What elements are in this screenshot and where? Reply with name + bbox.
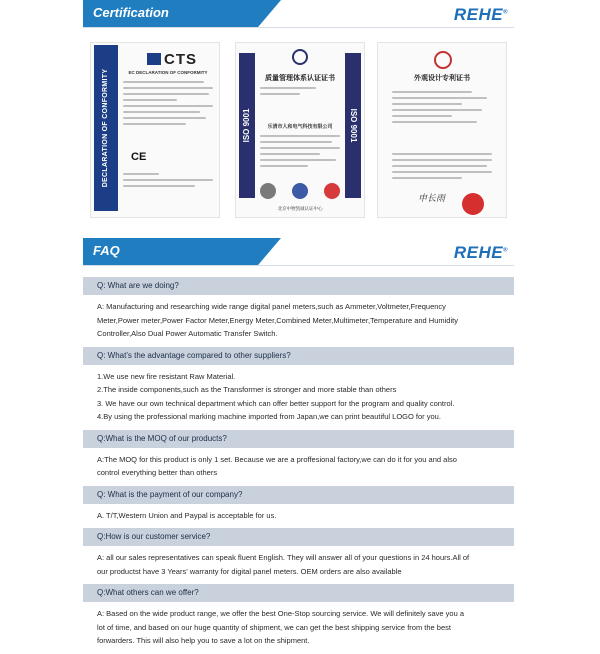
faq-answer-line: forwarders. This will also help you to save a lot on the shipment. bbox=[97, 636, 310, 645]
faq-answer-line: A: Manufacturing and researching wide range digital panel meters,such as Ammeter,Voltmeter,Frequency bbox=[97, 302, 446, 311]
faq-answer-line: A:The MOQ for this product is only 1 set. Because we are a proffesional factory,we can do it for you and also bbox=[97, 454, 457, 464]
rehe-logo: REHE® bbox=[453, 5, 508, 24]
iso-right-band-text: ISO 9001 bbox=[349, 108, 358, 143]
patent-signature: 申长雨 bbox=[418, 193, 446, 203]
certificate-signature-lines bbox=[123, 173, 213, 191]
faq-list bbox=[83, 277, 514, 654]
declaration-band-text: DECLARATION OF CONFORMITY bbox=[102, 68, 109, 188]
faq-answer-line: A: Based on the wide product range, we offer the best One-Stop sourcing service. We will definitely save you a bbox=[97, 609, 465, 618]
faq-question: Q: What is the payment of our company? bbox=[83, 486, 514, 504]
iso-certificate-footer: 北京中物凯诚认证中心 bbox=[277, 206, 323, 211]
faq-answer bbox=[83, 365, 514, 430]
faq-title: FAQ bbox=[93, 243, 120, 258]
patent-certificate-title: 外观设计专利证书 bbox=[414, 75, 470, 82]
faq-answer-line: Controller,Also Dual Power Automatic Transfer Switch. bbox=[97, 329, 278, 338]
faq-answer-line: lot of time, and based on our huge quantity of shipment, we can get the best shipping service from the best bbox=[97, 622, 451, 632]
iso-text-lines-body bbox=[260, 135, 340, 171]
faq-answer bbox=[83, 295, 514, 347]
iso-certificate-title: 质量管理体系认证证书 bbox=[265, 75, 335, 82]
national-emblem-icon bbox=[434, 51, 452, 69]
certificate-text-lines bbox=[123, 81, 213, 129]
certification-header bbox=[83, 0, 514, 28]
faq-question: Q:What is the MOQ of our products? bbox=[83, 430, 514, 448]
cts-logo: CTS bbox=[147, 51, 197, 68]
faq-answer bbox=[83, 602, 514, 654]
faq-question: Q: What are we doing? bbox=[83, 277, 514, 295]
faq-answer-line: control everything better than others bbox=[97, 468, 218, 477]
faq-answer-line: A: all our sales representatives can speak fluent English. They will answer all of your questions in 24 hours.All of bbox=[97, 553, 470, 562]
ce-mark: CE bbox=[131, 151, 147, 163]
faq-answer-line: 2.The inside components,such as the Transformer is stronger and more stable than others bbox=[97, 385, 397, 394]
faq-question: Q:How is our customer service? bbox=[83, 528, 514, 546]
patent-office-seal-icon bbox=[462, 193, 484, 215]
header-divider bbox=[83, 265, 514, 266]
ce-declaration-certificate[interactable] bbox=[90, 42, 220, 218]
patent-text-lines-body bbox=[392, 153, 492, 183]
certificate-heading: EC DECLARATION OF CONFORMITY bbox=[128, 70, 208, 75]
iso-left-band-text: ISO 9001 bbox=[242, 108, 251, 143]
faq-answer-line: A. T/T,Western Union and Paypal is acceptable for us. bbox=[97, 510, 277, 520]
rehe-logo: REHE® bbox=[453, 243, 508, 262]
red-seal-icon bbox=[324, 183, 340, 199]
design-patent-certificate[interactable] bbox=[377, 42, 507, 218]
iso-text-lines-top bbox=[260, 87, 340, 99]
faq-answer-line: Meter,Power meter,Power Factor Meter,Energy Meter,Combined Meter,Multimeter,Temperature and Humidity bbox=[97, 315, 458, 325]
certification-title: Certification bbox=[93, 5, 169, 20]
patent-text-lines-top bbox=[392, 91, 492, 127]
faq-answer-line: our productst have 3 Years' warranty for digital panel meters. OEM orders are also available bbox=[97, 566, 402, 576]
faq-answer bbox=[83, 546, 514, 584]
faq-answer bbox=[83, 448, 514, 486]
accreditation-seal-icon bbox=[260, 183, 276, 199]
faq-answer bbox=[83, 504, 514, 529]
header-divider bbox=[83, 27, 514, 28]
faq-answer-line: 1.We use new fire resistant Raw Material. bbox=[97, 371, 236, 381]
iso-certified-company: 乐清市人和电气科技有限公司 bbox=[267, 124, 333, 130]
faq-question: Q:What others can we offer? bbox=[83, 584, 514, 602]
certificate-emblem-icon bbox=[292, 49, 308, 65]
faq-question: Q: What's the advantage compared to other suppliers? bbox=[83, 347, 514, 365]
faq-header bbox=[83, 238, 514, 266]
iso9001-certificate[interactable] bbox=[235, 42, 365, 218]
faq-answer-line: 4.By using the professional marking machine imported from Japan,we can print beautiful LOGO for you. bbox=[97, 412, 441, 421]
faq-answer-line: 3. We have our own technical department which can offer better support for the program and quality control. bbox=[97, 398, 455, 408]
iaf-seal-icon bbox=[292, 183, 308, 199]
